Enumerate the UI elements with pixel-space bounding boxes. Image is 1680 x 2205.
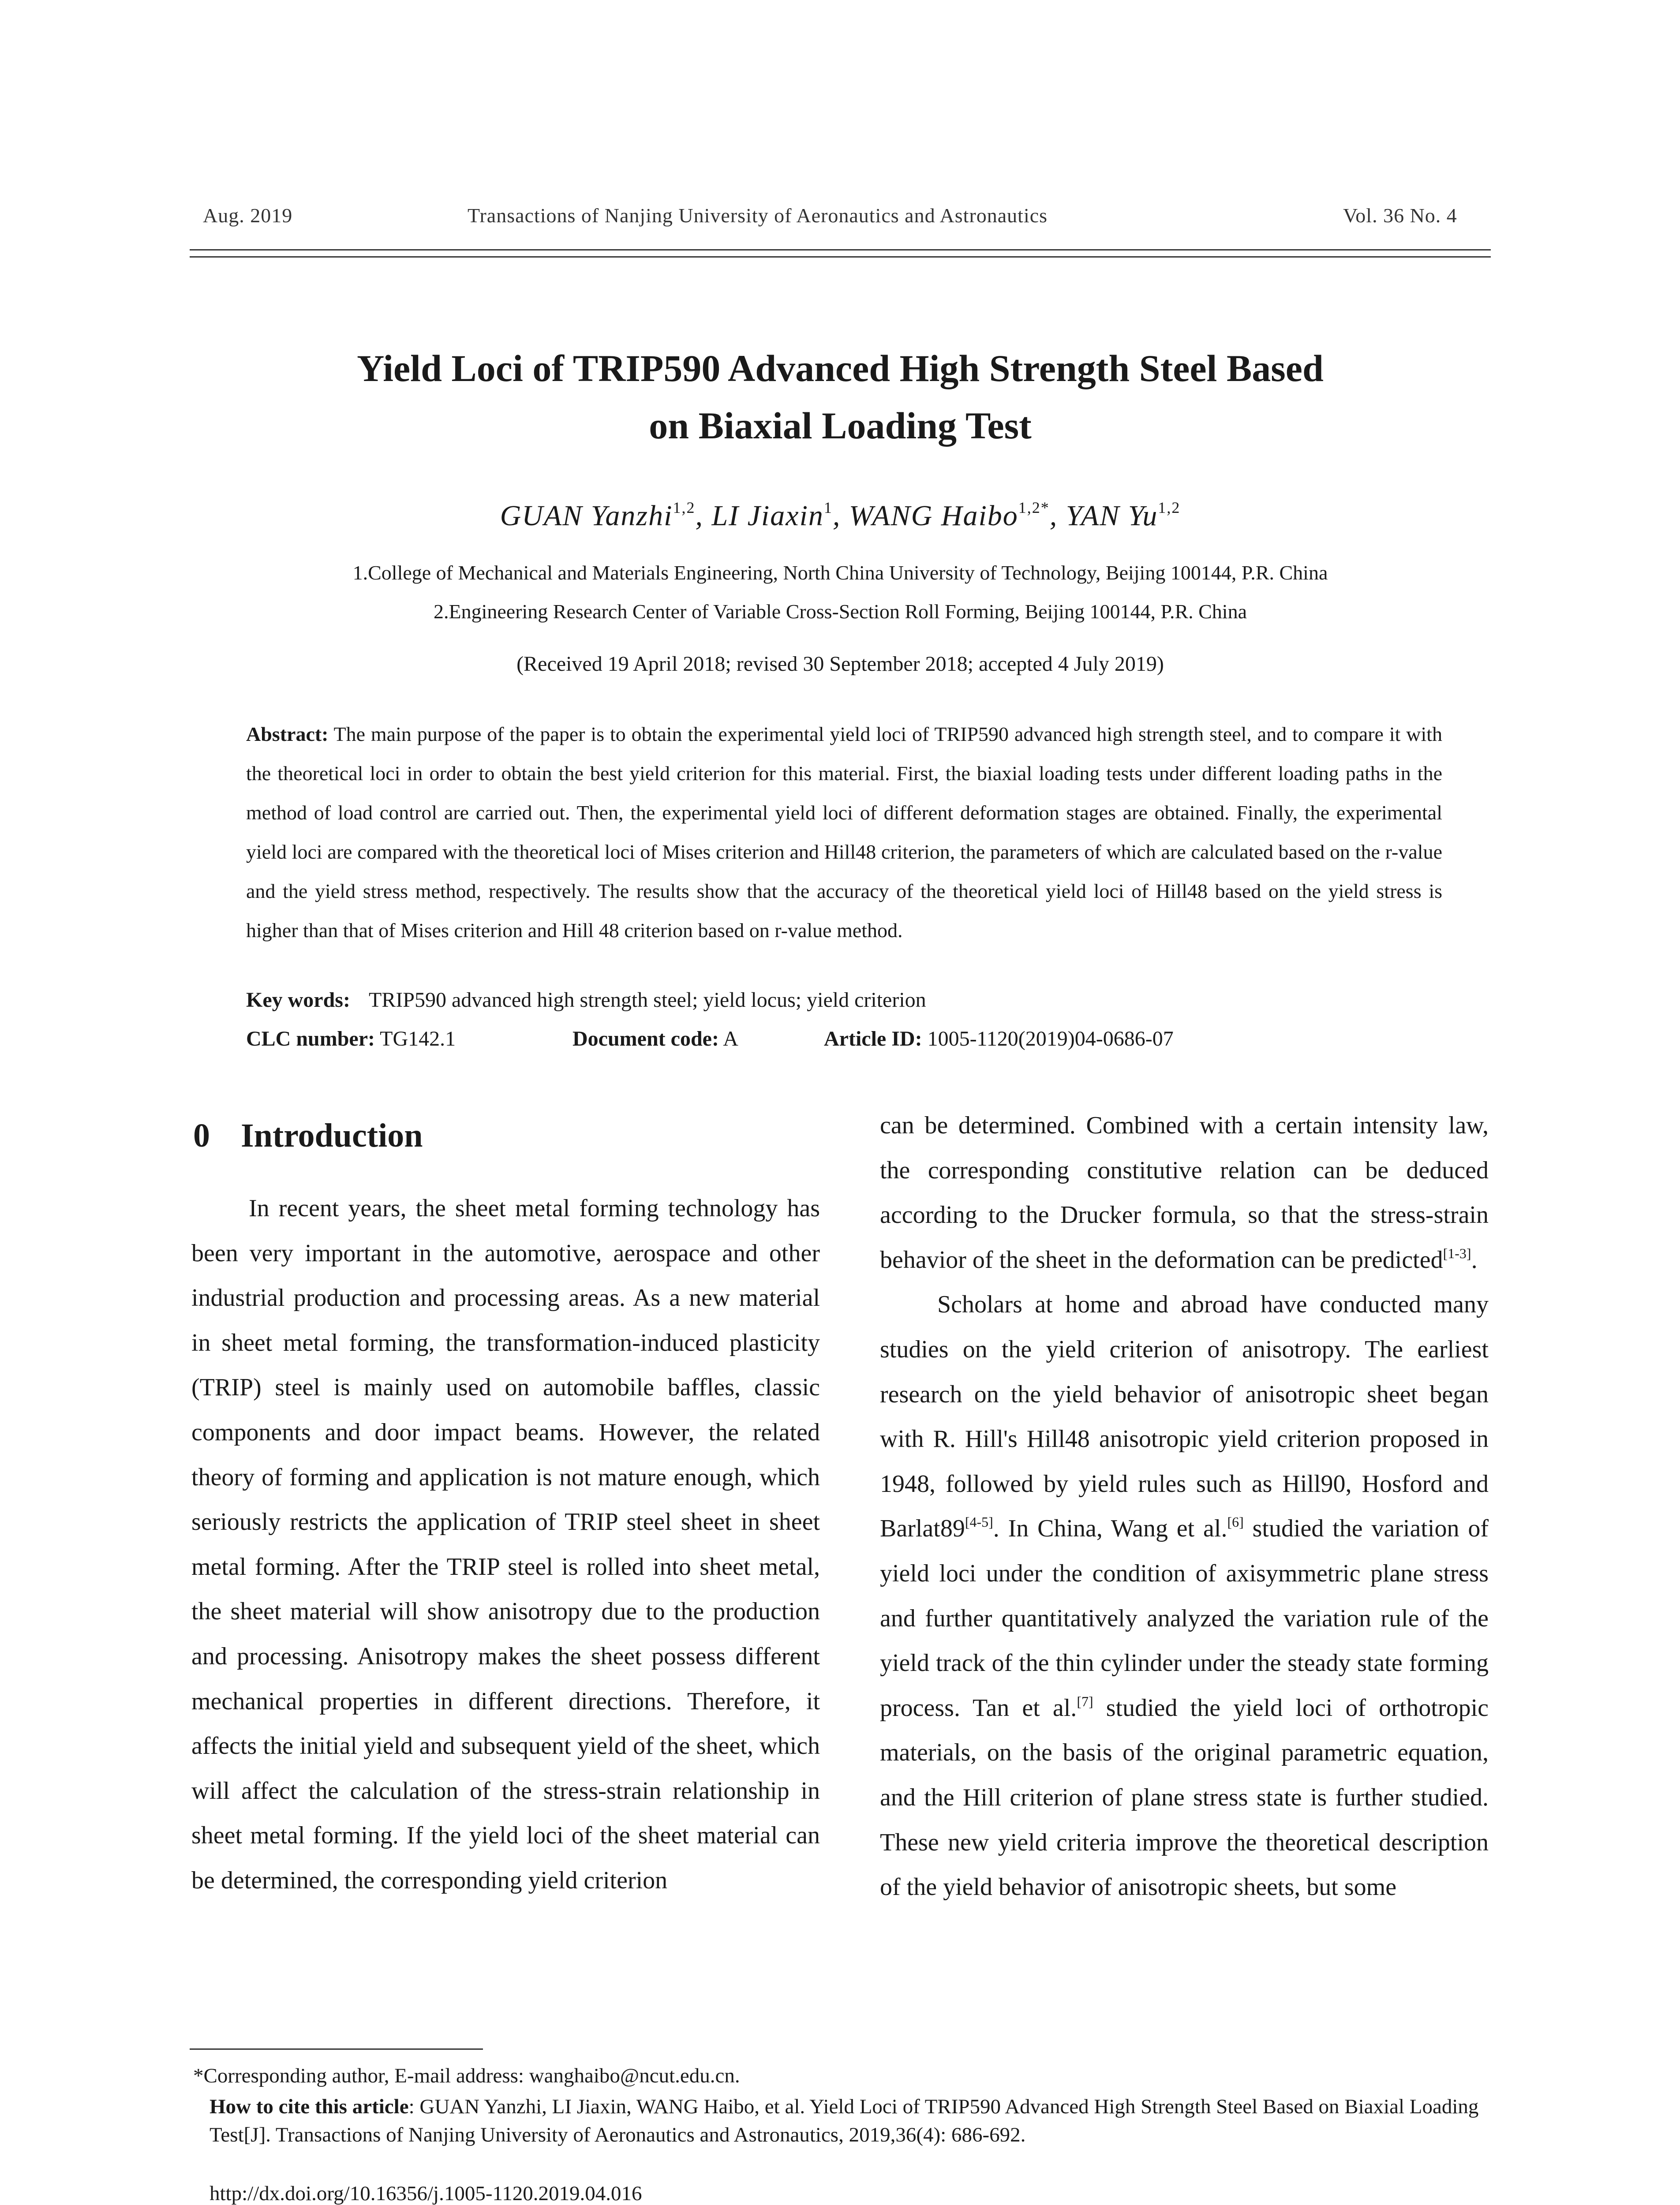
- section-heading: [193, 1117, 423, 1155]
- affiliation-1: 1.College of Mechanical and Materials Engineering, North China University of Technology, Beijing 100144, P.R. China: [352, 561, 1328, 584]
- left-column: [191, 1186, 820, 1903]
- paragraph: In recent years, the sheet metal forming technology has been very important in the automotive, aerospace and other industrial production and processing areas. As a new material in sheet metal forming, the transformation-induced plasticity (TRIP) steel is mainly used on automobile baffles, classic components and door impact beams. However, the related theory of forming and application is not mature enough, which seriously restricts the application of TRIP steel sheet in sheet metal forming. After the TRIP steel is rolled into sheet metal, the sheet material will show anisotropy due to the production and processing. Anisotropy makes the sheet possess different mechanical properties in different directions. Therefore, it affects the initial yield and subsequent yield of the sheet, which will affect the calculation of the stress-strain relationship in sheet metal forming. If the yield loci of the sheet material can be determined, the corresponding yield criterion: [191, 1195, 820, 1894]
- author-affil-sup: 1,2: [1158, 499, 1181, 516]
- doc-code-label: Document code:: [572, 1027, 719, 1050]
- footnote-corresponding: *Corresponding author, E-mail address: wanghaibo@ncut.edu.cn.: [193, 2064, 740, 2087]
- clc-label: CLC number:: [246, 1027, 375, 1050]
- keywords: [246, 988, 926, 1012]
- abstract-text: The main purpose of the paper is to obtain the experimental yield loci of TRIP590 advanced high strength steel, and to compare it with the theoretical loci in order to obtain the best yield criterion for this material. First, the biaxial loading tests under different loading paths in the method of load control are carried out. Then, the experimental yield loci of different deformation stages are obtained. Finally, the experimental yield loci are compared with the theoretical loci of Mises criterion and Hill48 criterion, the parameters of which are calculated based on the r-value and the yield stress method, respectively. The results show that the accuracy of the theoretical yield loci of Hill48 based on the yield stress is higher than that of Mises criterion and Hill 48 criterion based on r-value method.: [246, 723, 1443, 942]
- text-run: Scholars at home and abroad have conducted many studies on the yield criterion of anisotropy. The earliest research on the yield behavior of anisotropic sheet began with R. Hill's Hill48 anisotropic yield criterion proposed in 1948, followed by yield rules such as Hill90, Hosford and Barlat89: [880, 1291, 1489, 1543]
- footnote-rule: [190, 2048, 483, 2050]
- author-affil-sup: 1,2: [673, 499, 696, 516]
- citation-ref[interactable]: [4-5]: [965, 1514, 993, 1530]
- running-header-volume: Vol. 36 No. 4: [1343, 204, 1457, 227]
- author-name: LI Jiaxin: [711, 500, 824, 532]
- author-affil-sup: 1,2*: [1018, 499, 1050, 516]
- header-rule: [190, 249, 1491, 250]
- abstract: [246, 714, 1442, 950]
- text-run: . In China, Wang et al.: [993, 1515, 1227, 1543]
- paragraph: [880, 1282, 1489, 1910]
- doc-code-value: A: [723, 1027, 738, 1050]
- text-run: .: [1471, 1246, 1478, 1274]
- author-sep: ,: [832, 500, 849, 532]
- section-number: 0: [193, 1117, 210, 1154]
- article-id-value: 1005-1120(2019)04-0686-07: [927, 1027, 1174, 1050]
- article-id-label: Article ID:: [824, 1027, 922, 1050]
- citation-ref[interactable]: [1-3]: [1443, 1245, 1471, 1261]
- author-list: [190, 498, 1491, 533]
- running-header-date: Aug. 2019: [203, 204, 293, 227]
- text-run: studied the yield loci of orthotropic materials, on the basis of the original parametric equation, and the Hill criterion of plane stress state is further studied. These new yield criteria improve the theoretical description of the yield behavior of anisotropic sheets, but some: [880, 1694, 1489, 1901]
- title-line-2: on Biaxial Loading Test: [649, 404, 1032, 447]
- citation-ref[interactable]: [7]: [1077, 1693, 1093, 1709]
- text-run: can be determined. Combined with a certain intensity law, the corresponding constitutive relation can be deduced according to the Drucker formula, so that the stress-strain behavior of the sheet in the deformation can be predicted: [880, 1112, 1489, 1274]
- paper-title: [190, 340, 1491, 454]
- author-name: YAN Yu: [1066, 500, 1158, 532]
- section-title: Introduction: [241, 1117, 423, 1154]
- header-rule-double: [190, 256, 1491, 258]
- footnote-citation: [210, 2093, 1489, 2149]
- received-dates: (Received 19 April 2018; revised 30 September 2018; accepted 4 July 2019): [516, 652, 1164, 676]
- paragraph: [880, 1103, 1489, 1282]
- title-line-1: Yield Loci of TRIP590 Advanced High Strength Steel Based: [357, 347, 1324, 389]
- author-sep: ,: [695, 500, 712, 532]
- cite-text: : GUAN Yanzhi, LI Jiaxin, WANG Haibo, et al. Yield Loci of TRIP590 Advanced High Strength Steel Based on Biaxial Loading Test[J]. Transactions of Nanjing University of Aeronautics and Astronautics, 2019,36(4): 686-692.: [210, 2095, 1479, 2146]
- doi-link[interactable]: http://dx.doi.org/10.16356/j.1005-1120.2019.04.016: [210, 2182, 642, 2205]
- affiliation-2: 2.Engineering Research Center of Variable Cross-Section Roll Forming, Beijing 100144, P.R. China: [433, 600, 1247, 623]
- abstract-label: Abstract:: [246, 723, 329, 745]
- running-header-journal: Transactions of Nanjing University of Aeronautics and Astronautics: [468, 204, 1048, 227]
- clc-value: TG142.1: [380, 1027, 456, 1050]
- author-name: WANG Haibo: [849, 500, 1018, 532]
- cite-label: How to cite this article: [210, 2095, 409, 2118]
- right-column: [880, 1103, 1489, 1910]
- text-run: studied the variation of yield loci under the condition of axisymmetric plane stress and further quantitatively analyzed the variation rule of the yield track of the thin cylinder under the steady state forming process. Tan et al.: [880, 1515, 1489, 1722]
- citation-ref[interactable]: [6]: [1227, 1514, 1244, 1530]
- keywords-label: Key words:: [246, 988, 350, 1012]
- author-name: GUAN Yanzhi: [500, 500, 673, 532]
- author-sep: ,: [1049, 500, 1066, 532]
- keywords-text: TRIP590 advanced high strength steel; yield locus; yield criterion: [368, 988, 926, 1012]
- author-affil-sup: 1: [823, 499, 833, 516]
